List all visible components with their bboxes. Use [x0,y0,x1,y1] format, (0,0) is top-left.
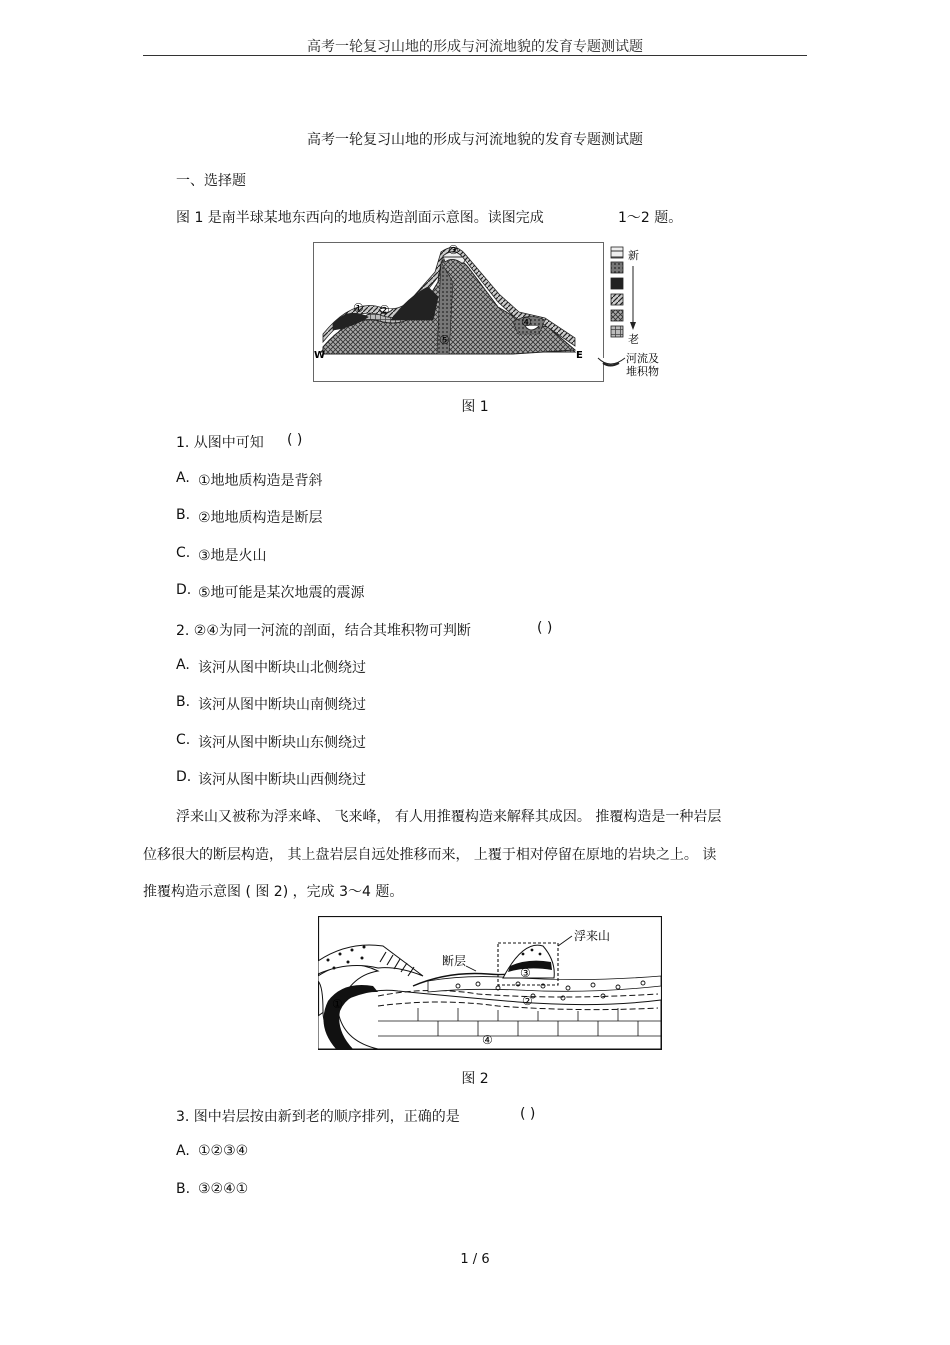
q1-option-c-letter: C. [176,545,191,561]
label-3: ③ [448,243,459,257]
legend-old: 老 [628,333,639,346]
section-heading: 一、选择题 [176,173,246,189]
q3-paren: ( ) [520,1106,536,1122]
label-east: E [576,350,583,361]
legend-river-1: 河流及 [626,352,659,365]
q2-option-b: 该河从图中断块山南侧绕过 [198,697,366,713]
q3-option-a: ①②③④ [198,1143,249,1159]
header-rule [143,55,807,56]
legend-river-2: 堆积物 [626,365,659,378]
q3-option-b-letter: B. [176,1181,191,1197]
page-number: 1 / 6 [460,1252,490,1267]
q2-option-b-letter: B. [176,694,191,710]
document-title: 高考一轮复习山地的形成与河流地貌的发育专题测试题 [307,132,643,148]
label-rock-3: ③ [520,966,531,980]
q1-option-a-letter: A. [176,470,190,486]
label-rock-4: ④ [482,1033,493,1047]
q2-option-a: 该河从图中断块山北侧绕过 [198,660,366,676]
label-1: ① [353,301,364,315]
figure-1-legend [598,247,659,378]
q3-option-a-letter: A. [176,1143,190,1159]
q3-stem: 3. 图中岩层按由新到老的顺序排列，正确的是 [176,1109,460,1125]
label-west: W [314,350,326,361]
figure-2-thrust-diagram [318,916,662,1050]
q2-option-c: 该河从图中断块山东侧绕过 [198,735,366,751]
q1-option-b-letter: B. [176,507,191,523]
intro-1-range: 1～2 题。 [618,210,683,226]
q1-option-b: ②地地质构造是断层 [198,510,323,526]
legend-new: 新 [628,249,639,262]
running-header: 高考一轮复习山地的形成与河流地貌的发育专题测试题 [307,39,643,55]
label-rock-1: ① [332,997,343,1011]
label-5: ⑤ [439,333,450,347]
q1-option-d-letter: D. [176,582,192,598]
label-rock-2: ② [522,994,533,1008]
q2-option-c-letter: C. [176,732,191,748]
q1-option-d: ⑤地可能是某次地震的震源 [198,585,365,601]
passage-line-1: 浮来山又被称为浮来峰、 飞来峰， 有人用推覆构造来解释其成因。 推覆构造是一种岩层 [176,809,722,825]
label-fulai-mountain: 浮来山 [574,929,611,943]
q2-option-a-letter: A. [176,657,190,673]
intro-1-text: 图 1 是南半球某地东西向的地质构造剖面示意图。读图完成 [176,210,544,226]
q2-option-d: 该河从图中断块山西侧绕过 [198,772,366,788]
q2-stem: 2. ②④为同一河流的剖面，结合其堆积物可判断 [176,623,471,639]
q1-option-a: ①地地质构造是背斜 [198,473,323,489]
q1-option-c: ③地是火山 [198,548,267,564]
label-fault: 断层 [442,954,467,968]
q2-option-d-letter: D. [176,769,192,785]
figure-1-cross-section [313,242,673,382]
q2-paren: ( ) [537,620,553,636]
passage-line-2: 位移很大的断层构造， 其上盘岩层自远处推移而来， 上覆于相对停留在原地的岩块之上。 读 [143,847,717,863]
label-2: ② [379,303,390,317]
passage-line-3: 推覆构造示意图 ( 图 2) ，完成 3～4 题。 [143,884,404,900]
q3-option-b: ③②④① [198,1181,249,1197]
q1-stem: 1. 从图中可知 [176,435,264,451]
figure-1-caption: 图 1 [461,399,489,415]
label-4: ④ [521,315,532,329]
figure-2-caption: 图 2 [461,1071,489,1087]
q1-paren: ( ) [287,432,303,448]
